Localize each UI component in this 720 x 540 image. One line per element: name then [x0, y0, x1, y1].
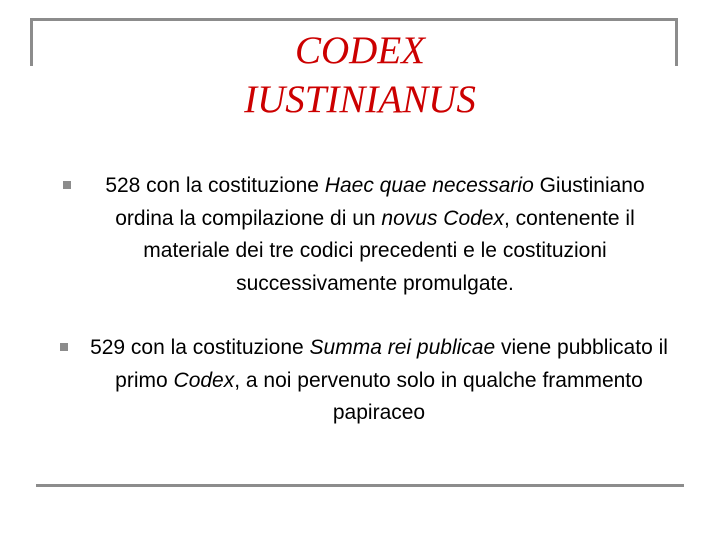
bullet-1-segment-1: 528 con la costituzione: [105, 174, 325, 197]
title-line-2: IUSTINIANUS: [244, 78, 476, 121]
bullet-2-segment-1: 529 con la costituzione: [90, 336, 310, 359]
bullet-text-2: [78, 332, 680, 430]
bullet-1-segment-4-italic: novus Codex: [381, 206, 504, 230]
frame-left-rule: [30, 18, 33, 66]
frame-bottom-rule: [36, 484, 684, 487]
bullet-2-segment-4-italic: Codex: [173, 368, 235, 392]
bullet-1-segment-2-italic: Haec quae necessario: [324, 174, 534, 197]
bullet-2-segment-2-italic: Summa rei publicae: [309, 336, 496, 359]
bullet-1-segment-3: Giustiniano ordina la compilazione di un: [115, 174, 645, 230]
frame-right-rule: [675, 18, 678, 66]
bullet-text-1: [90, 170, 660, 300]
frame-top-rule: [30, 18, 678, 21]
bullet-2-segment-3: viene pubblicato il primo: [115, 336, 668, 392]
bullet-marker-2: [60, 343, 68, 351]
slide-title: [60, 26, 660, 124]
bullet-1-segment-5: , contenente il materiale dei tre codici precedenti e le costituzioni successivamente promulgate.: [143, 206, 635, 295]
title-line-1: CODEX: [295, 29, 425, 72]
bullet-2-segment-5: , a noi pervenuto solo in qualche frammento papiraceo: [234, 368, 643, 424]
bullet-marker-1: [63, 181, 71, 189]
